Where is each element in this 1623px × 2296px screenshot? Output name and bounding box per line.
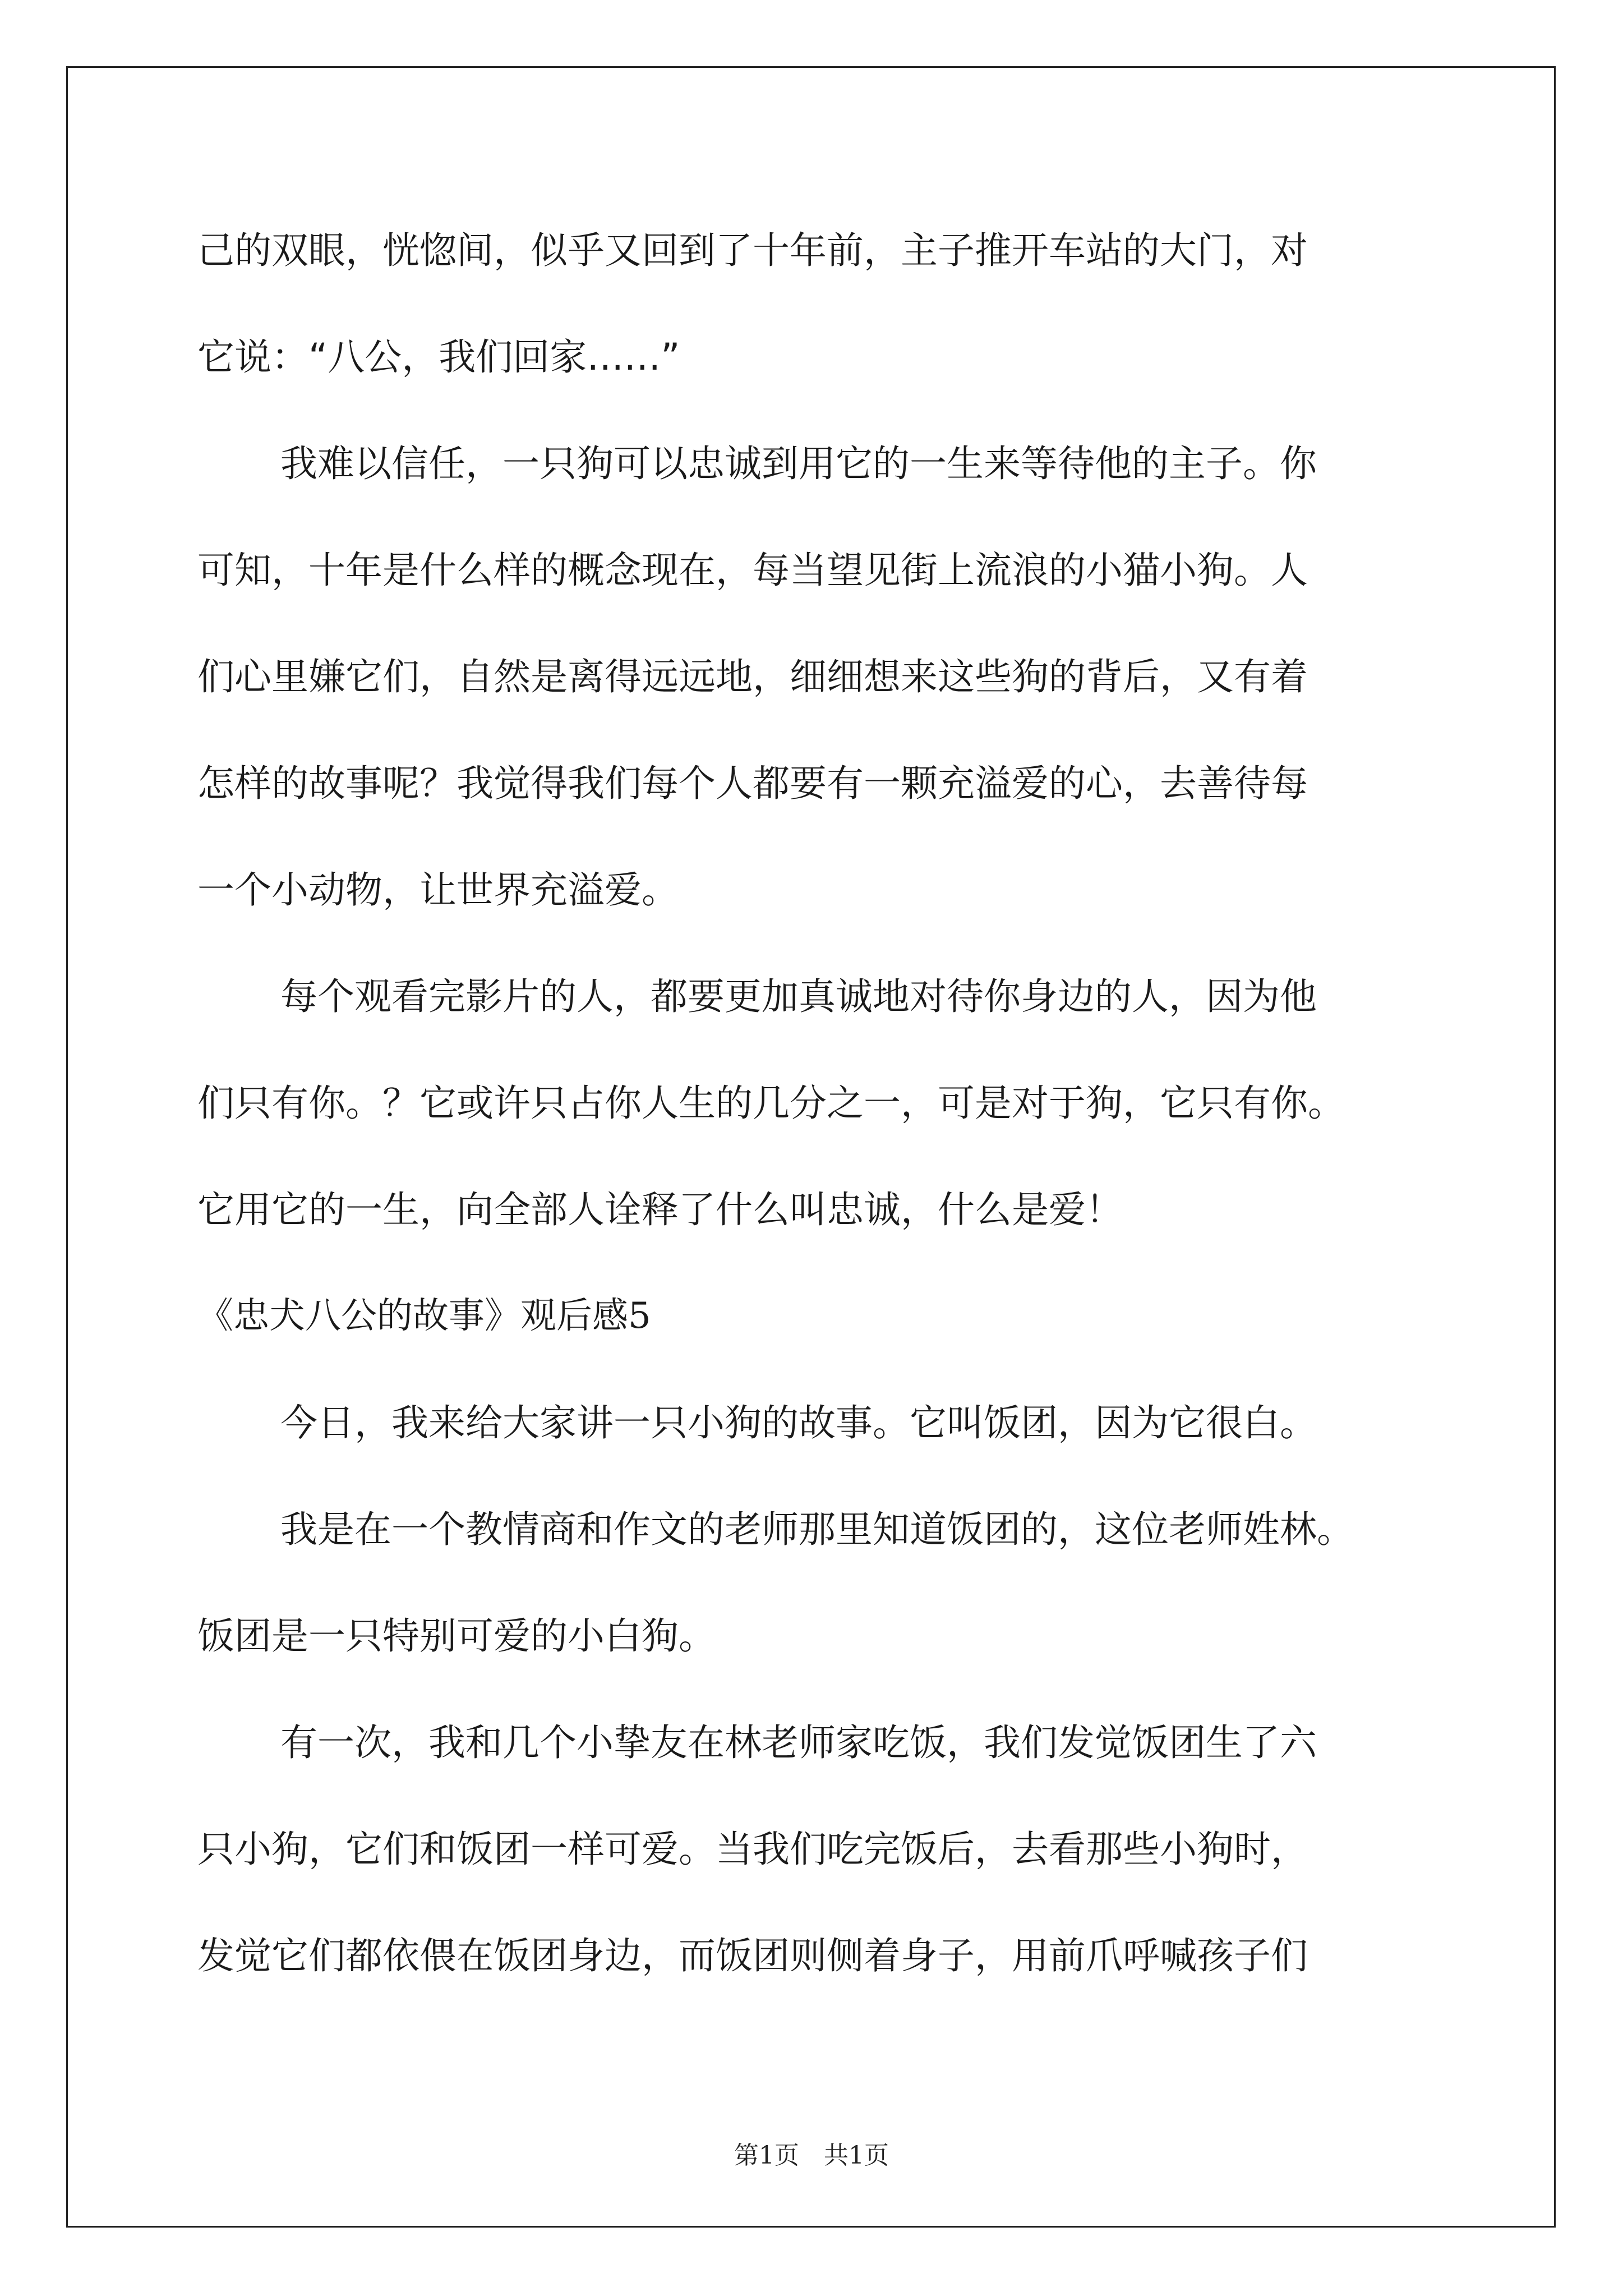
text-line: 它用它的一生，向全部人诠释了什么叫忠诚，什么是爱！ bbox=[197, 1188, 1123, 1231]
text-line: 己的双眼，恍惚间，似乎又回到了十年前，主子推开车站的大门，对 bbox=[197, 229, 1308, 272]
text-line: 饭团是一只特别可爱的小白狗。 bbox=[197, 1614, 716, 1658]
page-border bbox=[66, 66, 1556, 2228]
text-line: 只小狗，它们和饭团一样可爱。当我们吃完饭后，去看那些小狗时， bbox=[197, 1828, 1308, 1871]
text-line: 怎样的故事呢？我觉得我们每个人都要有一颗充溢爱的心，去善待每 bbox=[197, 762, 1308, 805]
paragraph-start: 我是在一个教情商和作文的老师那里知道饭团的，这位老师姓林。 bbox=[280, 1508, 1354, 1551]
paragraph-start: 今日，我来给大家讲一只小狗的故事。它叫饭团，因为它很白。 bbox=[280, 1401, 1317, 1444]
text-line: 一个小动物，让世界充溢爱。 bbox=[197, 868, 679, 912]
paragraph-start: 我难以信任，一只狗可以忠诚到用它的一生来等待他的主子。你 bbox=[280, 442, 1317, 485]
paragraph-start: 每个观看完影片的人，都要更加真诚地对待你身边的人，因为他 bbox=[280, 975, 1317, 1018]
text-line: 们只有你。？它或许只占你人生的几分之一，可是对于狗，它只有你。 bbox=[197, 1082, 1345, 1125]
text-line: 可知，十年是什么样的概念现在，每当望见街上流浪的小猫小狗。人 bbox=[197, 549, 1308, 592]
section-heading: 《忠犬八公的故事》观后感5 bbox=[197, 1295, 651, 1337]
page-footer: 第1页 共1页 bbox=[734, 2141, 889, 2170]
text-line: 它说：“八公，我们回家……” bbox=[197, 335, 680, 379]
text-line: 发觉它们都依偎在饭团身边，而饭团则侧着身子，用前爪呼喊孩子们 bbox=[197, 1934, 1308, 1977]
paragraph-start: 有一次，我和几个小挚友在林老师家吃饭，我们发觉饭团生了六 bbox=[280, 1721, 1317, 1764]
text-line: 们心里嫌它们，自然是离得远远地，细细想来这些狗的背后，又有着 bbox=[197, 655, 1308, 698]
